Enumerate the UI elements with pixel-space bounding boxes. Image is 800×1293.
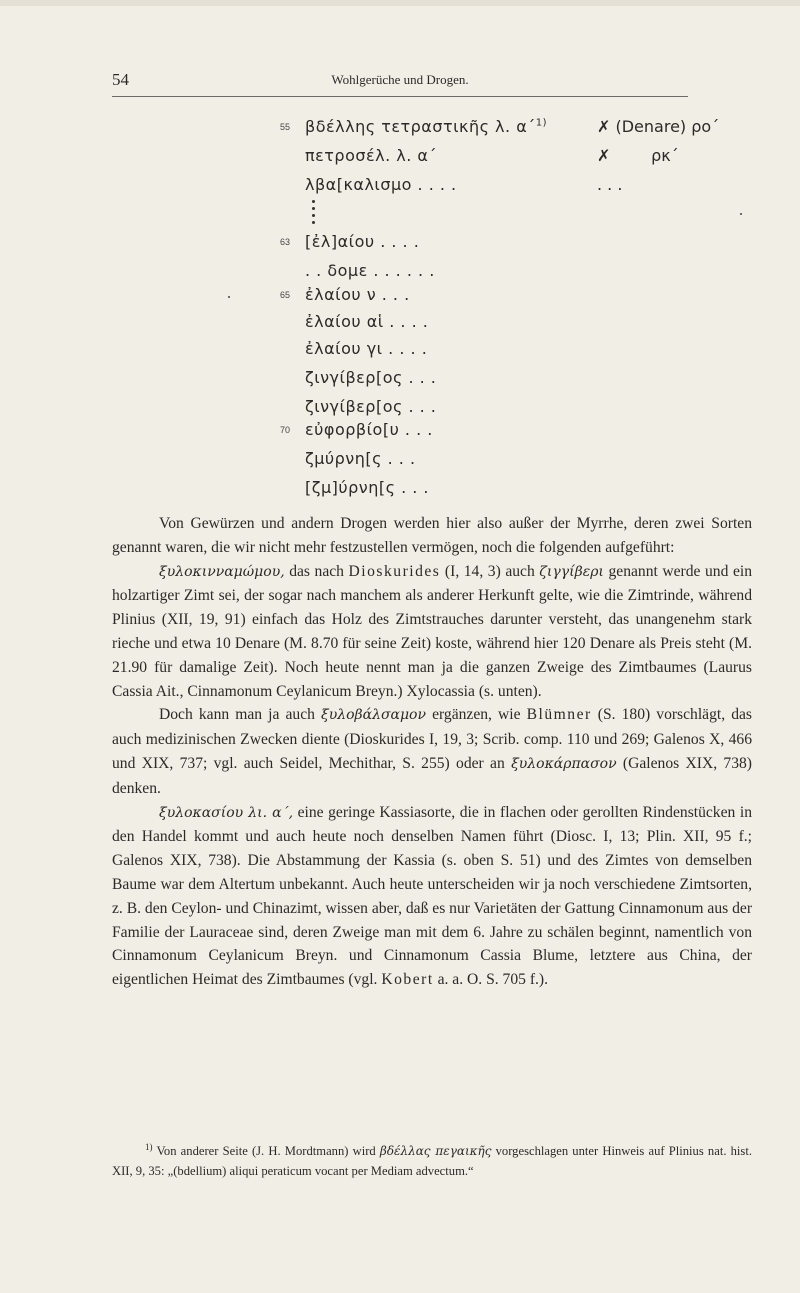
- papyrus-line: [ζμ]ύρνη[ς . . .: [305, 478, 430, 497]
- line-number: 65: [280, 290, 291, 300]
- price-line: . . .: [597, 175, 623, 194]
- papyrus-line: ζμύρνη[ς . . .: [305, 449, 416, 468]
- page-number: 54: [112, 70, 129, 89]
- papyrus-line: ζινγίβερ[ος . . .: [305, 368, 437, 387]
- papyrus-line: [305, 117, 547, 136]
- papyrus-line: ἐλαίου γι . . . .: [305, 339, 428, 358]
- text-run: Doch kann man ja auch: [159, 706, 321, 724]
- text-run: Von anderer Seite (J. H. Mordtmann) wird: [152, 1144, 380, 1159]
- stray-mark: [228, 296, 230, 298]
- text-run: eine geringe Kassiasorte, die in flachen oder gerollten Rindenstücken in den Handel kommt und auch heute noch denselben Namen führt (Diosc. I, 13; Plin. XII, 95 f.; Galenos XIX, 738). Die Abstammung der Kassia (s. oben S. 51) und des Zimtes von demselben Baume war dem Altertum unbekannt. Auch heute unterscheiden wir ja noch verschiedene Zimtsorten, z. B. den Ceylon- und Chinazimt, wissen aber, daß es nur Varietäten der Gattung Cinnamonum aus der Familie der Lauraceae sind, deren Zweige man mit dem 6. Jahre zu schälen beginnt, namentlich von Cinnamonum Ceylanicum Breyn. und Cinnamonum Cassia Blume, letztere aus China, der eigentlichen Heimat des Zimtbaumes (vgl.: [112, 803, 753, 989]
- greek-term: ξυλοκινναμώμου,: [159, 563, 285, 580]
- text-run: a. a. O. S. 705 f.).: [433, 971, 549, 989]
- author-name: Dioskurides: [348, 562, 441, 580]
- price-line: ✗ (Denare) ρο´: [597, 117, 720, 136]
- footnote-ref: 1): [535, 117, 548, 129]
- papyrus-line: εὐφορβίο[υ . . .: [305, 420, 433, 439]
- line-number: 63: [280, 237, 291, 247]
- papyrus-line: [ἐλ]αίου . . . .: [305, 232, 420, 251]
- page-header: [112, 70, 688, 96]
- page-top-edge: [0, 0, 800, 6]
- papyrus-line: . . δομε . . . . . .: [305, 261, 435, 280]
- body-text: [112, 512, 752, 992]
- papyrus-line: πετροσέλ. λ. α´: [305, 146, 437, 165]
- omission-dots: [312, 200, 318, 228]
- greek-term: ξυλοβάλσαμον: [321, 707, 426, 724]
- text-run: (I, 14, 3) auch: [440, 562, 540, 580]
- papyrus-line-text: βδέλλης τετραστικῆς λ. α´: [305, 117, 536, 136]
- text-run: (Galenos XIX, 738) denken.: [112, 754, 753, 797]
- text-run: ergänzen, wie: [426, 706, 527, 724]
- papyrus-line: ζινγίβερ[ος . . .: [305, 397, 437, 416]
- running-title: Wohlgerüche und Drogen.: [331, 72, 469, 87]
- greek-term: ξυλοκασίου λι. α´,: [159, 804, 294, 821]
- text-run: vorgeschlagen unter Hinweis auf Plinius nat. hist. XII, 9, 35: „(bdellium) aliqui peraticum vocant per Mediam advectum.“: [112, 1144, 752, 1179]
- text-run: genannt werde und ein holzartiger Zimt sei, der sogar nach manchem als anderer Herkunft gelte, wie die Zimtrinde, während Plinius (XII, 19, 91) einfach das Holz des Zimtstrauches darunter versteht, das unangenehm stark rieche und etwa 10 Denare (M. 8.70 für seine Zeit) koste, während hier 120 Denare als Preis steht (M. 21.90 für damalige Zeit). Noch heute nennt man ja die ganzen Zweige des Zimtbaumes (Laurus Cassia Ait., Cinnamonum Ceylanicum Breyn.) Xylocassia (s. unten).: [112, 562, 752, 700]
- author-name: Blümner: [526, 706, 592, 724]
- footnote-marker: 1): [145, 1142, 153, 1152]
- text-run: (S. 180) vorschlägt, das auch medizinischen Zwecken diente (Dioskurides I, 19, 3; Scrib. comp. 110 und 269; Galenos X, 466 und XIX, 737; vgl. auch Seidel, Mechithar, S. 255) oder an: [112, 706, 752, 772]
- footnote-text: [112, 1137, 752, 1181]
- text-run: das nach: [284, 562, 349, 580]
- greek-term: ξυλοκάρπασον: [511, 755, 617, 772]
- papyrus-line: ἐλαίου ν . . .: [305, 285, 410, 304]
- header-rule: [112, 96, 688, 97]
- line-number: 55: [280, 122, 291, 132]
- stray-mark: [740, 213, 742, 215]
- paragraph: [112, 560, 752, 704]
- price-line: ✗ ρκ´: [597, 146, 679, 165]
- greek-term: ζιγγίβερι: [539, 563, 604, 580]
- paragraph: Von Gewürzen und andern Drogen werden hier also außer der Myrrhe, deren zwei Sorten genannt waren, die wir nicht mehr festzustellen vermögen, noch die folgenden aufgeführt:: [112, 515, 752, 556]
- author-name: Kobert: [381, 971, 434, 989]
- paragraph: [112, 703, 752, 800]
- greek-term: βδέλλας πεγαικῆς: [379, 1144, 492, 1159]
- papyrus-line: λβα[καλισμο . . . .: [305, 175, 457, 194]
- papyrus-line: ἐλαίου αἱ . . . .: [305, 312, 429, 331]
- line-number: 70: [280, 425, 291, 435]
- footnote: [112, 1137, 752, 1181]
- paragraph: [112, 801, 752, 992]
